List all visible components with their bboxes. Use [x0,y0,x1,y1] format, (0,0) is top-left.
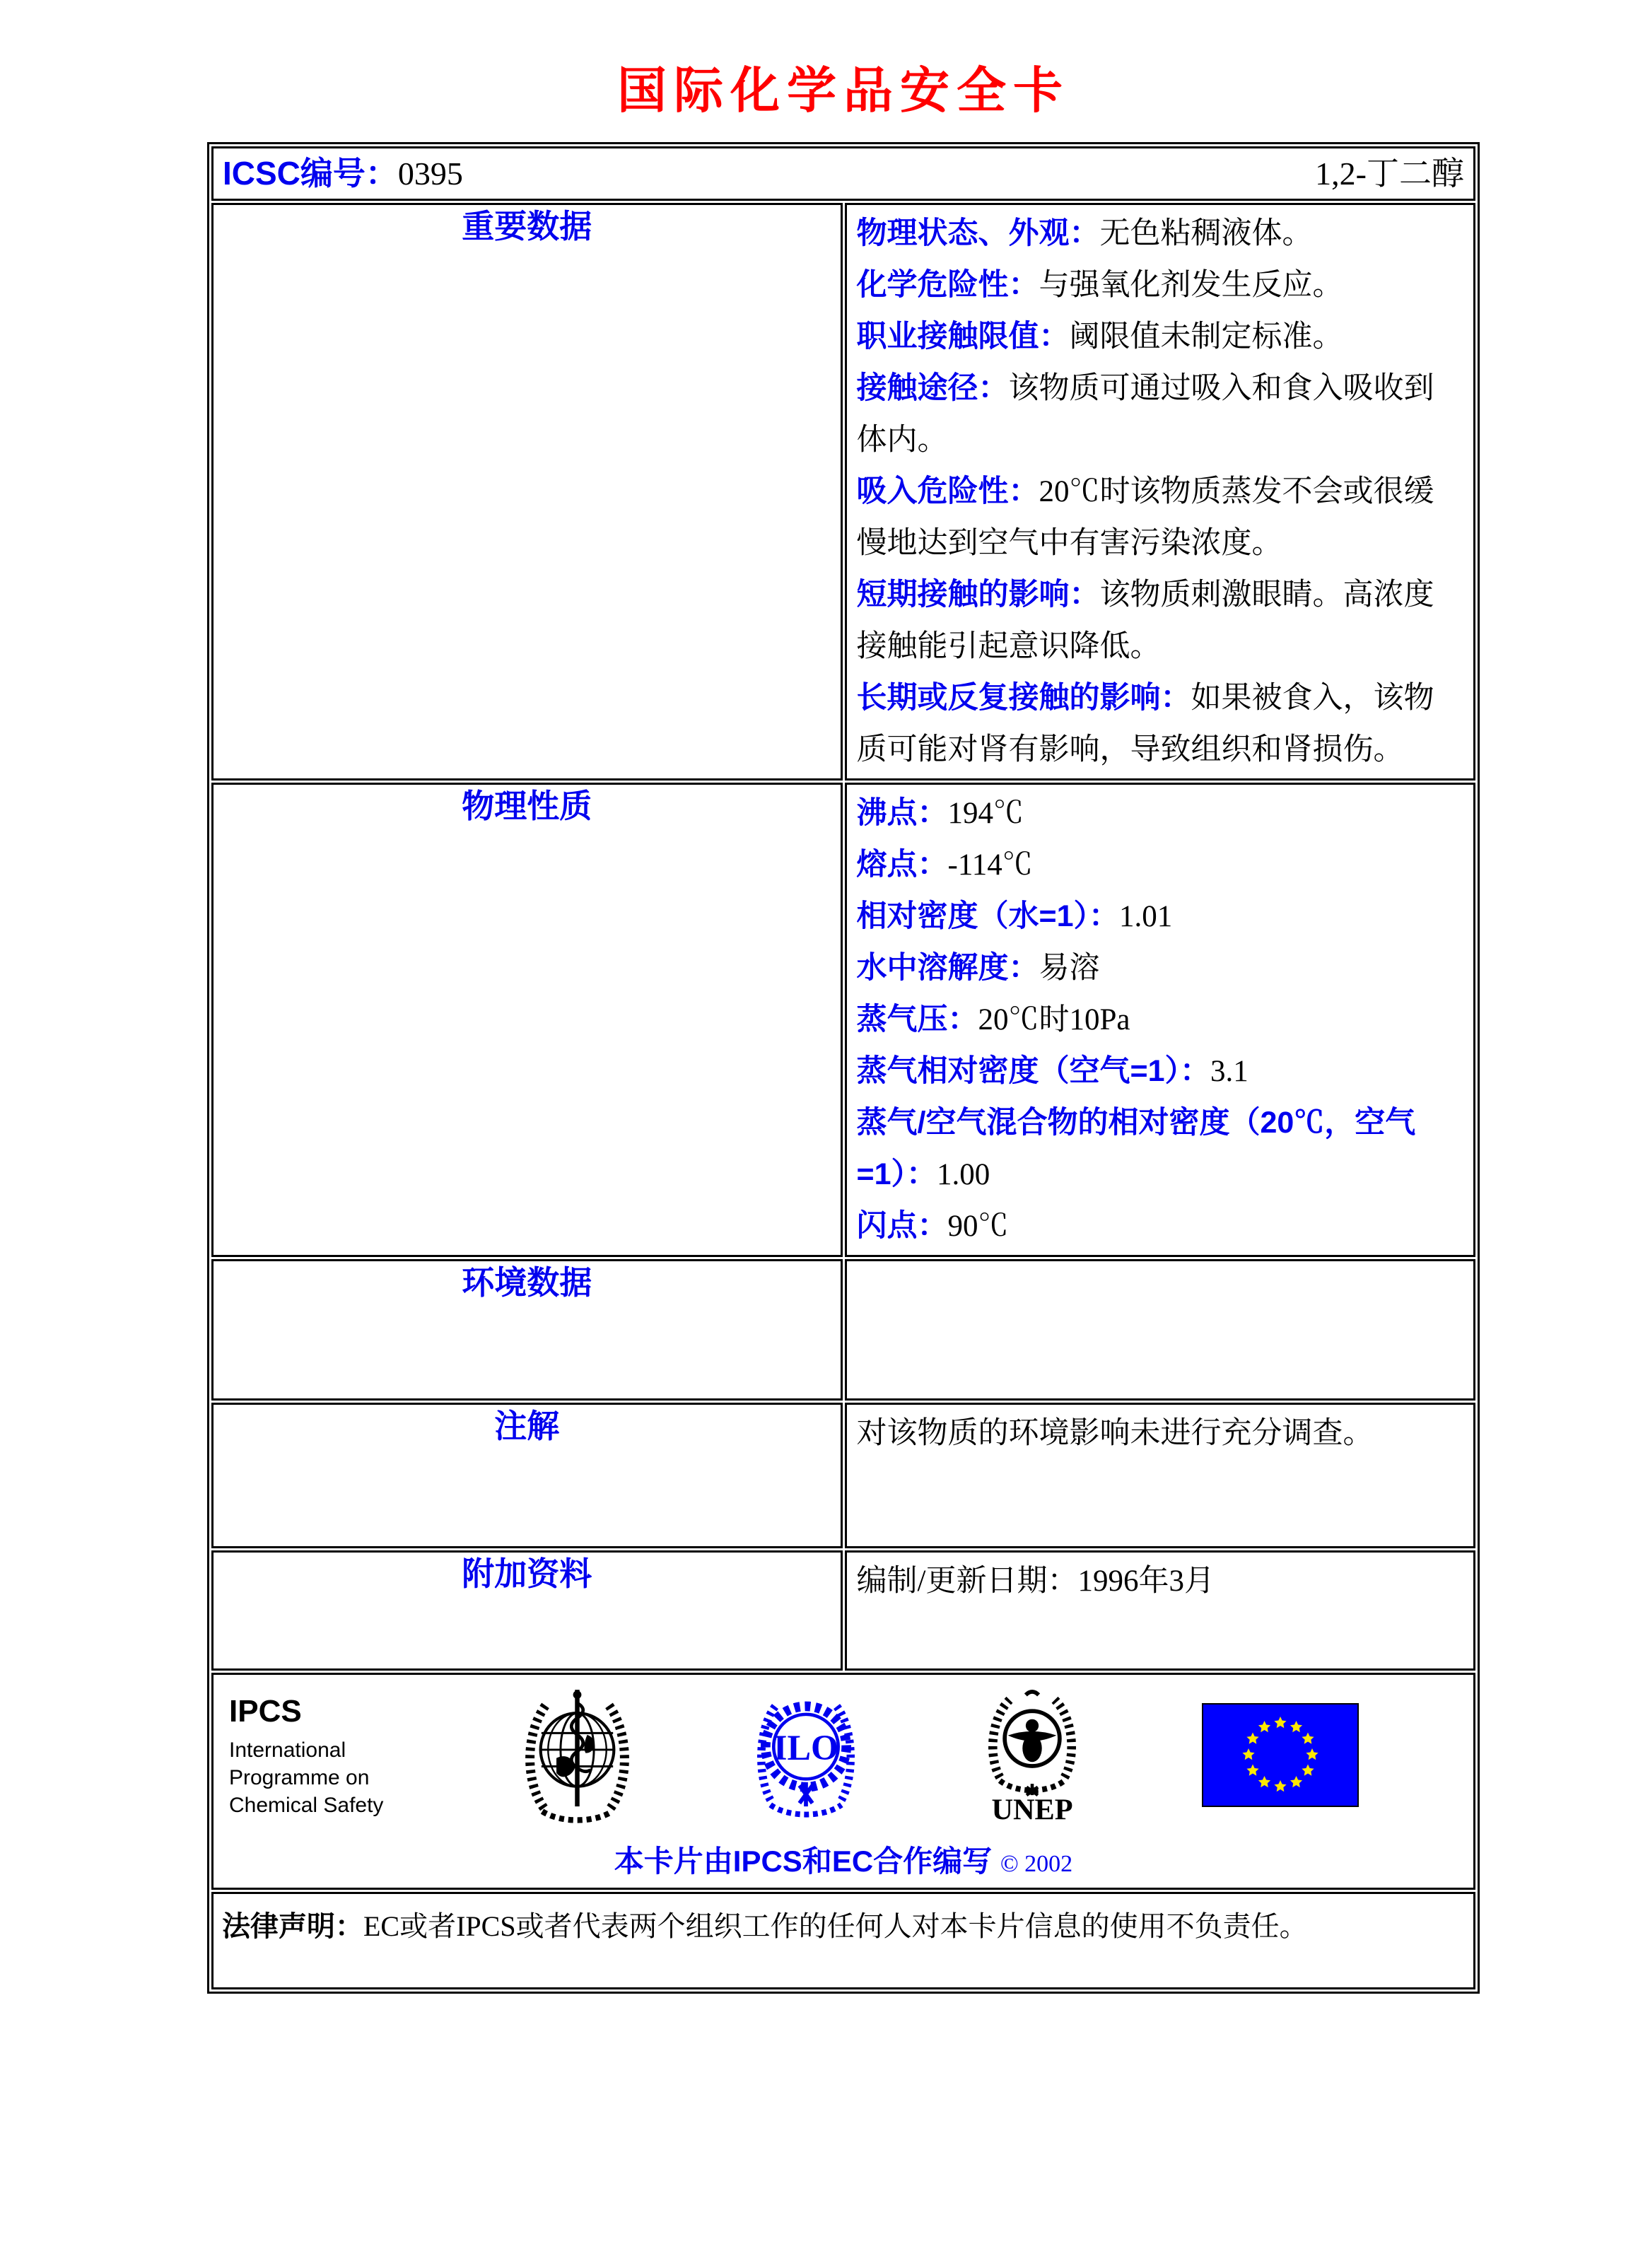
item-label: 蒸气相对密度（空气=1）： [856,1054,1211,1088]
icsc-number-group [223,153,463,194]
chemical-name: 1,2-丁二醇 [1315,155,1464,192]
important-item-0 [857,208,1464,259]
section-content-physical-properties [845,783,1476,1257]
item-text: 该物质刺激眼睛。高浓度接触能引起意识降低。 [856,578,1434,663]
eu-flag-icon [1202,1703,1359,1811]
section-label-environmental-data: 环境数据 [211,1259,843,1401]
item-text: 1.00 [937,1158,990,1191]
ipcs-subtitle-line2: Programme on [229,1766,370,1789]
item-text: 无色粘稠液体。 [1099,217,1313,250]
item-text: 20℃时该物质蒸发不会或很缓慢地达到空气中有害污染浓度。 [856,475,1434,560]
important-item-4 [857,466,1464,569]
section-content-additional-info [845,1550,1476,1671]
physical-item-2 [857,891,1464,942]
item-label: 蒸气/空气混合物的相对密度（20℃，空气=1）： [856,1106,1416,1191]
item-label: 短期接触的影响： [856,578,1100,612]
section-row-important-data [211,203,1475,781]
notes-text: 对该物质的环境影响未进行充分调查。 [856,1417,1374,1450]
ipcs-text-block [229,1694,406,1819]
ilo-logo-icon [749,1685,863,1828]
physical-item-3 [857,942,1464,994]
item-text: -114℃ [947,848,1033,882]
ipcs-title: IPCS [229,1694,302,1729]
item-label: 水中溶解度： [856,951,1039,985]
footer-caption-text: 本卡片由IPCS和EC合作编写 [614,1845,993,1878]
important-item-5 [857,569,1464,672]
physical-item-0 [857,788,1464,839]
section-content-environmental-data [845,1259,1476,1401]
item-text: 如果被食入，该物质可能对肾有影响，导致组织和肾损伤。 [856,682,1434,766]
physical-item-5 [857,1046,1464,1097]
item-label: 长期或反复接触的影响： [856,681,1191,715]
unep-logo-text: UNEP [991,1793,1073,1825]
item-text: 易溶 [1039,952,1100,985]
item-label: 化学危险性： [856,268,1039,302]
additional-info-text: 编制/更新日期：1996年3月 [856,1565,1215,1598]
item-label: 蒸气压： [856,1003,978,1036]
item-label: 物理状态、外观： [856,216,1100,250]
section-row-additional-info [211,1550,1475,1671]
icsc-number-value: 0395 [397,156,463,192]
item-text: 1.01 [1119,900,1173,933]
section-row-environmental-data [211,1259,1475,1401]
legal-text: EC或者IPCS或者代表两个组织工作的任何人对本卡片信息的使用不负责任。 [363,1910,1308,1942]
footer-row [211,1673,1475,1890]
unep-logo-icon [976,1685,1089,1828]
item-text: 20℃时10Pa [978,1003,1130,1036]
item-text: 与强氧化剂发生反应。 [1039,269,1343,302]
item-text: 阈限值未制定标准。 [1069,320,1343,353]
ilo-logo-text: ILO [773,1727,838,1767]
item-text: 该物质可通过吸入和食入吸收到体内。 [856,372,1434,457]
important-item-2 [857,311,1464,363]
item-label: 职业接触限值： [856,320,1070,353]
legal-row [211,1892,1475,1989]
logo-strip [229,1685,1458,1828]
important-item-6 [857,672,1464,776]
important-item-1 [857,259,1464,311]
section-label-important-data: 重要数据 [211,203,843,781]
item-label: 沸点： [856,796,948,830]
section-label-additional-info: 附加资料 [211,1550,843,1671]
header-row [211,146,1475,201]
section-label-physical-properties: 物理性质 [211,783,843,1257]
physical-item-6 [857,1097,1464,1200]
section-row-notes [211,1403,1475,1548]
legal-label: 法律声明： [222,1911,363,1942]
ipcs-subtitle-line3: Chemical Safety [229,1794,384,1817]
who-logo-icon [519,1685,636,1828]
ipcs-subtitle-line1: International [229,1738,346,1762]
physical-item-1 [857,839,1464,891]
physical-item-7 [857,1200,1464,1252]
section-content-important-data [845,203,1476,781]
important-item-3 [857,363,1464,466]
icsc-table [207,142,1480,1994]
item-label: 吸入危险性： [856,474,1039,508]
item-label: 相对密度（水=1）： [856,899,1120,933]
item-label: 接触途径： [856,371,1009,405]
icsc-number-label: ICSC编号： [223,155,398,192]
item-label: 熔点： [856,848,948,882]
footer-caption [229,1838,1458,1881]
item-text: 3.1 [1210,1055,1249,1088]
section-row-physical-properties [211,783,1475,1257]
item-label: 闪点： [856,1209,948,1243]
page-title: 国际化学品安全卡 [617,61,1070,119]
section-content-notes [845,1403,1476,1548]
physical-item-4 [857,994,1464,1046]
section-label-notes: 注解 [211,1403,843,1548]
item-text: 90℃ [947,1210,1009,1243]
footer-copyright: © 2002 [1000,1851,1073,1877]
ipcs-subtitle [229,1736,406,1819]
item-text: 194℃ [947,797,1024,830]
